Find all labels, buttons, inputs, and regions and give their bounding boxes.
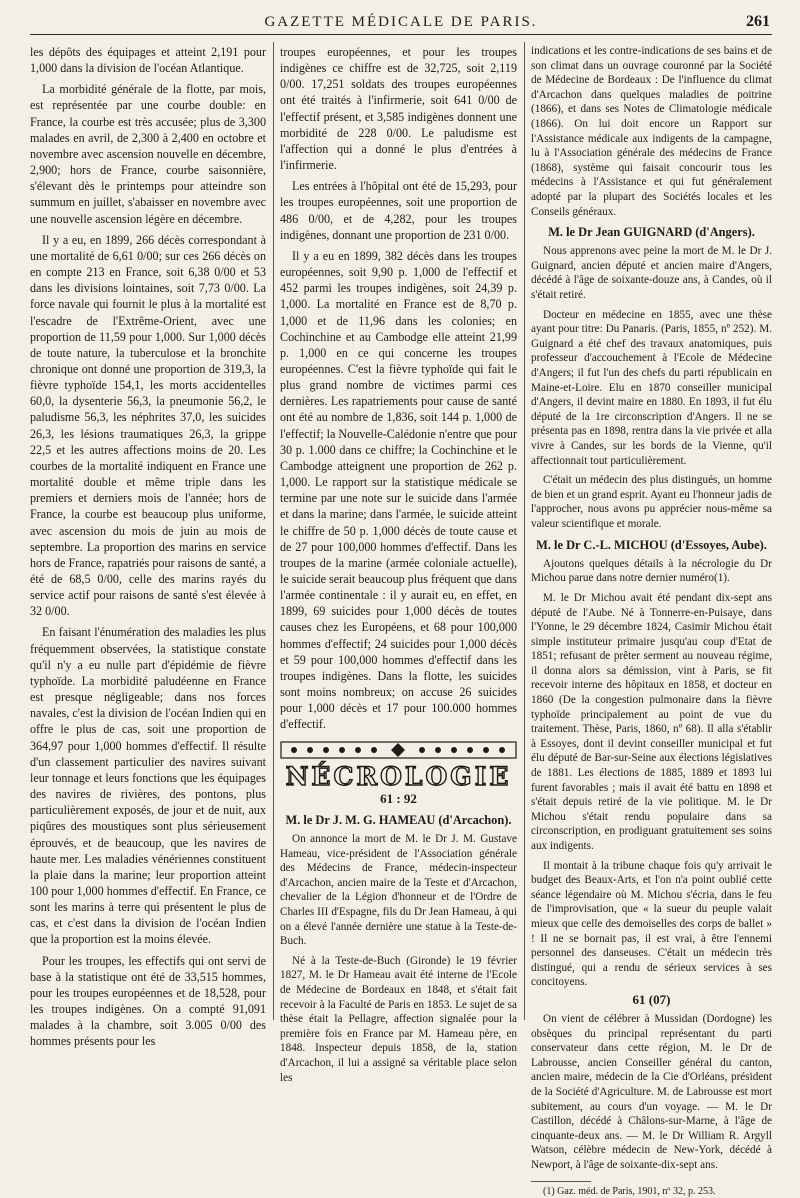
paragraph: On annonce la mort de M. le Dr J. M. Gustave Hameau, vice-président de l'Association générale des Médecins de France, médecin-inspecteur d'Arcachon, ancien maire de la Teste et d'Arcachon, chevalier de la Légion d'honneur et de l'Ordre de Charles III d'Espagne, fils du Dr Jean Hameau, à qui on a élevé l'année dernière une statue à la Teste-de-Buch. [280,833,517,948]
ornamental-divider [280,739,517,761]
journal-title: GAZETTE MÉDICALE DE PARIS. [264,14,538,30]
column-right [531,44,772,1197]
paragraph: troupes européennes, et pour les troupes indigènes ce chiffre est de 32,725, soit 2,119 0/00. 17,251 soldats des troupes européennes ont été traités à l'infirmerie, soit 641 0/00 de l'effectif présent, et 3,585 indigènes donnent une morbidité de 228 0/00. Le paludisme est l'affection qui a donné le plus d'entrées à l'infirmerie. [280,45,517,173]
section-title-necrologie: NÉCROLOGIE [285,761,512,791]
paragraph: On vient de célébrer à Mussidan (Dordogne) les obsèques du principal représentant du parti conservateur dans cette région, M. le Dr de Labrousse, ancien Conseiller général du canton, ancien maire, médecin de la Cie d'Orléans, président de la Société d'Agriculture. M. de Labrousse est mort subitement, au cours d'un voyage. — M. le Dr Castillon, décédé à Châlons-sur-Marne, à l'âge de cinquante-deux ans. — M. le Dr William R. Argyll Watson, célèbre médecin de New-York, décédé à Newport, à l'âge de soixante-dix-sept ans. [531,1013,772,1172]
page-number: 261 [746,13,770,30]
obituary-heading: M. le Dr J. M. G. HAMEAU (d'Arcachon). [285,812,512,827]
column-rule-left [273,42,274,1020]
paragraph: La morbidité générale de la flotte, par mois, est représentée par une courbe double: en France, la courbe est très accusée; plus de 3,300 malades en avril, de 2,300 à 2,400 en octobre et novembre avec ascension nouvelle en décembre, 2,900; hors de France, courbe saisonnière, s'élevant dès le printemps pour atteindre son summum en juillet, s'abaisser en novembre avec une nouvelle ascension légère en décembre. [30,82,266,226]
paragraph: Nous apprenons avec peine la mort de M. le Dr J. Guignard, ancien député et ancien maire d'Angers, décédé à l'âge de soixante-douze ans, à Candes, où il s'était retiré. [531,245,772,302]
classification-number: 61 : 92 [380,790,417,806]
column-middle [280,44,517,1084]
classification-number: 61 (07) [632,991,671,1007]
paragraph: Ajoutons quelques détails à la nécrologie du Dr Michou parue dans notre dernier numéro(1). [531,557,772,585]
obituary-heading: M. le Dr C.-L. MICHOU (d'Essoyes, Aube). [536,537,767,552]
paragraph: Il montait à la tribune chaque fois qu'y arrivait le budget des Beaux-Arts, et l'on n'a point oublié cette séance légendaire où M. Michou s'écria, dans le feu de l'improvisation, que « la sueur du peuple valait mieux que celle des demoiselles des corps de ballet » ! Il ne se bornait pas, il est vrai, à être l'ennemi personnel des danseuses. C'était un médecin très distingué, qui a rendu de sérieux services à ses concitoyens. [531,859,772,989]
page-header [30,12,772,35]
obituary-heading: M. le Dr Jean GUIGNARD (d'Angers). [548,225,755,240]
paragraph: Il y a eu en 1899, 382 décès dans les troupes européennes, soit 9,90 p. 1,000 de l'effectif et 452 parmi les troupes indigènes, soit 24,39 p. 1,000. La mortalité en France est de 8,70 p. 1,000 et de 11,96 dans les colonies; en Cochinchine et au Cambodge elle atteint 21,99 p. 1,000 en ce qui concerne les troupes européennes. C'est la fièvre typhoïde qui fait le plus grand nombre de victimes parmi ces dernières. Les rapatriements pour cause de santé ont été au nombre de 1,836, soit 144 p. 1,000 de l'effectif; la Nouvelle-Calédonie n'entre que pour 30 p. 1.000 dans ce chiffre; la Cochinchine et le Cambodge atteignent une proportion de 262 p. 1,000. Le rapport sur la statistique médicale se termine par une note sur le suicide dans l'armée et dans la marine; dans l'armée, le suicide atteint le chiffre de 50 p. 1,000 décès de toute cause et de 27 pour 100,000 hommes d'effectif. Dans les troupes de la marine (armée coloniale actuelle), le suicide serait beaucoup plus fréquent que dans l'armée continentale : il y aurait eu, en effet, en 1899, 69 suicides pour 1,000 décès de toutes causes chez les Européens, et 68 pour 100,000 hommes d'effectif; 24 suicides pour 1,000 décès et 59 pour 100,000 hommes d'effectif dans les troupes indigènes. Dans la flotte, les suicides sont moins nombreux; on accuse 26 suicides pour 1,000 décès et 17 pour 100.000 hommes d'effectif. [280,248,517,732]
paragraph: les dépôts des équipages et atteint 2,191 pour 1,000 dans la division de l'océan Atlantique. [30,45,266,76]
column-rule-right [524,42,525,1020]
paragraph: indications et les contre-indications de ses bains et de son climat dans un ouvrage couronné par la Société de Médecine de Bordeaux : De l'influence du climat d'Arcachon dans quelques maladies de poitrine (1866), et dans ses Notes de Climatologie médicale (1866). On lui doit encore un Rapport sur l'Assistance médicale aux indigents de la campagne, lu à l'Association générale des médecins de France (1868), système qui faisait concourir tous les médecins à l'Assistance et qui fut généralement adopté par la plupart des Sociétés locales et les Conseils généraux. [531,45,772,218]
paragraph: Les entrées à l'hôpital ont été de 15,293, pour les troupes européennes, soit une proportion de 486 0/00, et de 4,282, pour les troupes indigènes, donnant une proportion de 231 0/00. [280,179,517,242]
paragraph: Né à la Teste-de-Buch (Gironde) le 19 février 1827, M. le Dr Hameau avait été interne de l'Ecole de Médecine de Bordeaux en 1848, et s'était fait recevoir à la Faculté de Paris en 1853. Le sujet de sa thèse était la Pellagre, affection signalée pour la première fois en France par M. Hameau père, en 1848. Inspecteur depuis 1858, de la, station d'Arcachon, il lui a assigné sa véritable place selon les [280,954,517,1084]
paragraph: En faisant l'énumération des maladies les plus fréquemment observées, la statistique constate qu'il n'y a eu nulle part d'épidémie de fièvre typhoïde. La morbidité paludéenne en France est presque négligeable; dans nos forces navales, c'est la division de l'océan Indien qui en offre le plus de cas, soit une proportion de 364,97 pour 1,000 hommes d'effectif. Il résulte d'un classement particulier des navires suivant leur tonnage et leurs fonctions que les équipages des navires de rivières, des pontons, plus particulièrement exposés, de jour et de nuit, aux piqûres des moustiques sont plus sérieusement éprouvés, et de beaucoup, que les navires de haute mer. Les maladies vénériennes constituent la plaie dans la marine; leur proportion atteint 100 pour 1,000 hommes d'effectif. En France, ce sont les marins à terre qui présentent le plus de cas, et c'est dans la division de l'océan Indien que la proportion est la moins élevée. [30,625,266,947]
paragraph: Pour les troupes, les effectifs qui ont servi de base à la statistique ont été de 33,515 hommes, pour les troupes européennes et de 18,528, pour les troupes indigènes. On a compté 91,091 malades à la chambre, soit 3.005 0/00 des hommes présents pour les [30,953,266,1049]
footnote-rule [531,1181,591,1182]
paragraph: Il y a eu, en 1899, 266 décès correspondant à une mortalité de 6,61 0/00; sur ces 266 décès on en compte 213 en France, soit 6,38 0/00 et 53 dans les divisions lointaines, soit 7,73 0/00. La force navale qui fournit le plus à la mortalité est l'escadre de l'Extrême-Orient, avec une proportion de 11,59 pour 1,000. Sur 1,000 décès de toute nature, la tuberculose et la bronchite chronique ont donné une proportion de 319,3, la fièvre typhoïde 154,1, les morts accidentelles 60,0, la dysenterie 56,3, la pneumonie 56,2, le paludisme 56,3, les néphrites 37,0, les suicides 26,3, les lésions traumatiques 26,3, la grippe 22,5 et les autres affections moins de 20. Les courbes de la mortalité indiquent en France une mortalité double et même triple dans les premiers et derniers mois de l'année; hors de France, la courbe est beaucoup plus uniforme, avec ascension du mois de juin au mois de septembre. La proportion des marins en service hors de France, rapatriés pour raisons de santé, a été de 68,5 0/00, celle des marins rayés du service actif pour raisons de santé s'est élevée à 32 0/00. [30,232,266,619]
paragraph: Docteur en médecine en 1855, avec une thèse ayant pour titre: Du Panaris. (Paris, 1855, nº 252). M. Guignard a été chef des travaux anatomiques, puis professeur d'accouchement à l'Ecole de Médecine d'Angers; il fut l'un des chefs du parti républicain en Maine-et-Loire. Elu en 1870 conseiller municipal d'Angers, il devint maire en 1880. En 1893, il fut élu député de la 1re circonscription d'Angers. Il ne se présenta pas en 1898, rentra dans la vie privée et alla vivre à Candes, sur les bords de la Vienne, qu'il affectionnait tout particulièrement. [531,308,772,467]
column-left [30,44,266,1049]
footnote: (1) Gaz. méd. de Paris, 1901, nº 32, p. 253. [543,1185,716,1197]
paragraph: C'était un médecin des plus distingués, un homme de bien et un grand esprit. Ayant eu l'honneur jadis de l'approcher, nous avons pu apprécier nous-même sa valeur scientifique et morale. [531,474,772,530]
paragraph: M. le Dr Michou avait été pendant dix-sept ans député de l'Aube. Né à Tonnerre-en-Puisaye, dans l'Yonne, le 29 décembre 1824, Casimir Michou était simple instituteur primaire jusqu'au coup d'Etat de 1851; refusant de prêter serment au nouveau régime, il donna alors sa démission, vint à Paris, se fit recevoir interne des hôpitaux en 1858, et docteur en 1860 (De la congestion pulmonaire dans la fièvre typhoïde principalement au point de vue du traitement. Thèse, Paris, 1860, nº 68). Il alla s'établir à Essoyes, dont il devint conseiller municipal et fut élu député de Bar-sur-Seine aux élections législatives de 1881. Les élections de 1885, 1889 et 1893 lui furent favorables ; mais il avait été battu en 1898 et s'était depuis retiré de la vie politique. M. le Dr Michou s'était rendu populaire dans sa circonscription, en prodiguant gratuitement ses soins aux indigents. [531,591,772,852]
